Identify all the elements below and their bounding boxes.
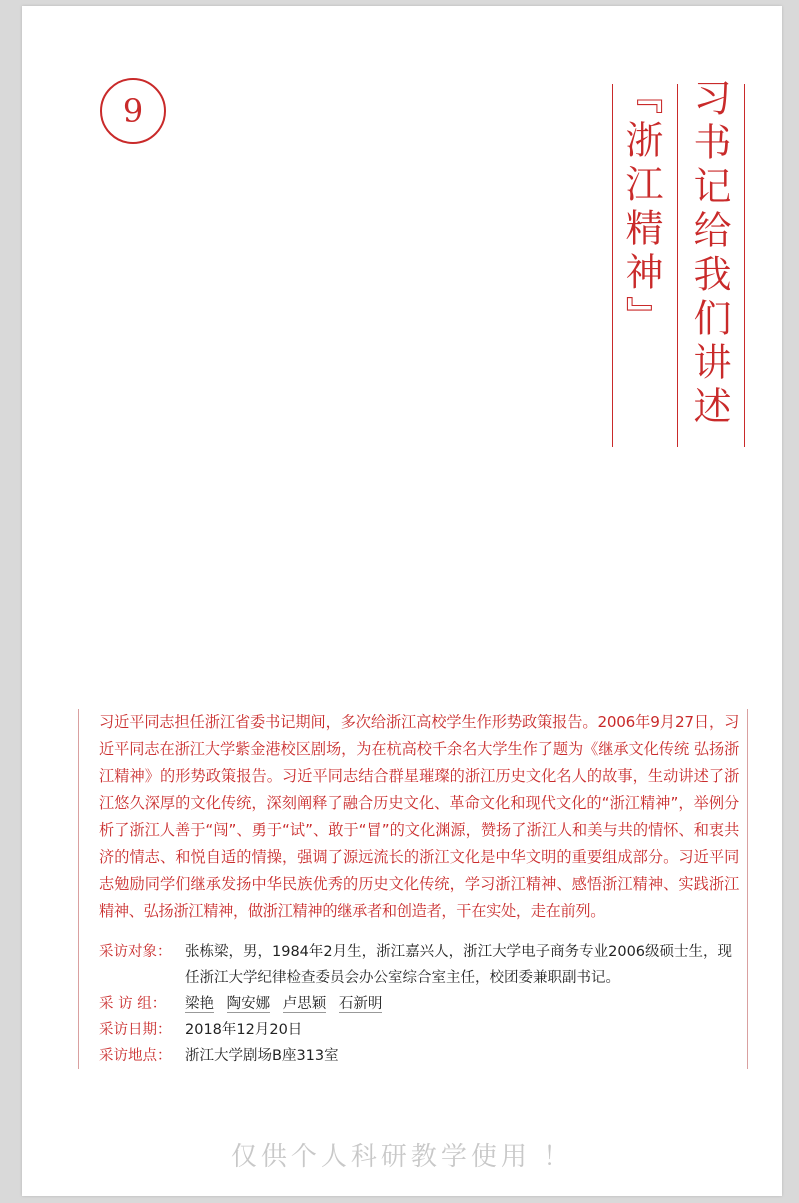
date-label: 采访日期： [99,1022,172,1038]
date-value: 2018年12月20日 [185,1022,303,1038]
place-label: 采访地点： [99,1048,172,1064]
team-member: 梁艳 [185,996,214,1012]
chapter-number-badge: 9 [100,78,166,144]
team-members [185,991,739,1017]
interviewee-value: 张栋梁，男，1984年2月生，浙江嘉兴人，浙江大学电子商务专业2006级硕士生，现任浙江大学纪律检查委员会办公室综合室主任，校团委兼职副书记。 [185,944,733,986]
title-rule-middle [677,84,678,447]
team-row [99,991,739,1017]
team-label: 采 访 组： [99,996,167,1012]
team-member: 石新明 [338,996,383,1012]
page-title: 习书记给我们讲述 [687,78,731,430]
place-row [99,1043,739,1069]
interview-info [99,939,739,1069]
team-member: 卢思颖 [282,996,327,1012]
article-body [78,709,748,1069]
watermark: 仅供个人科研教学使用 ！ [230,1142,574,1172]
body-paragraph: 习近平同志担任浙江省委书记期间，多次给浙江高校学生作形势政策报告。2006年9月27日，习近平同志在浙江大学紫金港校区剧场，为在杭高校千余名大学生作了题为《继承文化传统 弘扬浙江精神》的形势政策报告。习近平同志结合群星璀璨的浙江历史文化名人的故事，生动讲述了浙江悠久深厚的文化传统，深刻阐释了融合历史文化、革命文化和现代文化的“浙江精神”，举例分析了浙江人善于“闯”、勇于“试”、敢于“冒”的文化渊源，赞扬了浙江人和美与共的情怀、和衷共济的情志、和悦自适的情操，强调了源远流长的浙江文化是中华文明的重要组成部分。习近平同志勉励同学们继承发扬中华民族优秀的历史文化传统，学习浙江精神、感悟浙江精神、实践浙江精神、弘扬浙江精神，做浙江精神的继承者和创造者，干在实处，走在前列。 [99,713,739,920]
title-rule-left [612,84,613,447]
document-page [22,6,782,1196]
page-subtitle: 『浙江精神』 [619,76,663,340]
interviewee-row [99,939,739,991]
date-row [99,1017,739,1043]
place-value: 浙江大学剧场B座313室 [185,1048,339,1064]
title-rule-right [744,84,745,447]
team-member: 陶安娜 [226,996,271,1012]
interviewee-label: 采访对象： [99,944,172,960]
